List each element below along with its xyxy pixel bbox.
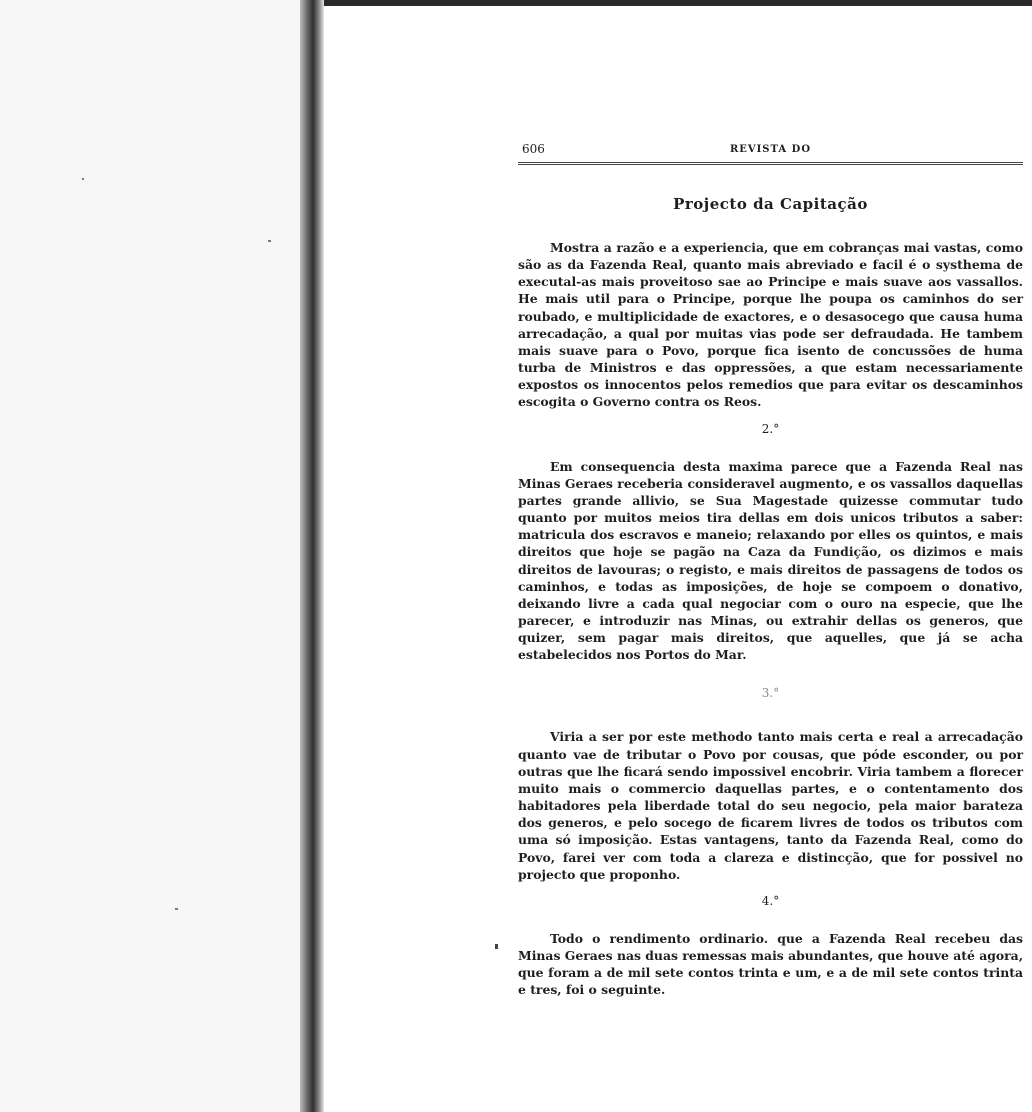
- section-number-3: 3.°: [761, 686, 780, 701]
- page-header: [518, 140, 1023, 165]
- page-speck: [175, 908, 178, 910]
- paragraph-2: Em consequencia desta maxima parece que a Fazenda Real nas Minas Geraes receberia consideravel augmento, e os vassallos daquellas partes grande allivio, se Sua Magestade quizesse commutar tudo quanto por muitos meios tira dellas em dois unicos tributos a saber: matricula dos escravos e maneio; relaxando por elles os quintos, e mais direitos que hoje se pagão na Caza da Fundição, os dizimos e mais direitos de lavouras; o registo, e mais direitos de passagens de todos os caminhos, e todas as imposições, de hoje se compoem o donativo, deixando livre a cada qual negociar com o ouro na especie, que lhe parecer, e introduzir nas Minas, ou extrahir dellas os generos, que quizer, sem pagar mais direitos, que aquelles, que já se acha estabelecidos nos Portos do Mar.: [518, 458, 1023, 663]
- running-head: REVISTA DO: [729, 144, 812, 155]
- section-number-2: 2.°: [761, 421, 780, 436]
- paragraph-4: Todo o rendimento ordinario. que a Fazenda Real recebeu das Minas Geraes nas duas remessas mais abundantes, que houve até agora, que foram a de mil sete contos trinta e um, e a de mil sete contos trinta e tres, foi o seguinte.: [518, 930, 1024, 998]
- facing-page: [0, 0, 305, 1112]
- top-edge-shadow: [324, 0, 1032, 6]
- paragraph-3: Viria a ser por este methodo tanto mais certa e real a arrecadação quanto vae de tributar o Povo por cousas, que póde esconder, ou por outras que lhe ficará sendo impossivel encobrir. Viria tambem a florecer muito mais o commercio daquellas partes, e o contentamento dos habitadores pela liberdade total do seu negocio, pela maior barateza dos generos, e pelo socego de ficarem livres de todos os tributos com uma só imposição. Estas vantagens, tanto da Fazenda Real, como do Povo, farei ver com toda a clareza e distincção, que for possivel no projecto que proponho.: [518, 729, 1023, 882]
- article-title: Projecto da Capitação: [673, 195, 868, 213]
- paragraph-1: Mostra a razão e a experiencia, que em cobranças mai vastas, como são as da Fazenda Real, quanto mais abreviado e facil é o systhema de executal-as mais proveitoso sae ao Principe e mais suave aos vassallos. He mais util para o Principe, porque lhe poupa os caminhos do ser roubado, e multiplicidade de exactores, e o desasocego que causa huma arrecadação, a qual por muitas vias pode ser defraudada. He tambem mais suave para o Povo, porque fica isento de concussões de huma turba de Ministros e das oppressões, a que estam necessariamente expostos os innocentos pelos remedios que para evitar os descaminhos escogita o Governo contra os Reos.: [518, 240, 1023, 410]
- book-page: [518, 140, 1023, 998]
- page-number: 606: [522, 142, 545, 156]
- margin-mark: [495, 944, 498, 949]
- page-speck: [82, 178, 84, 180]
- book-gutter: [300, 0, 324, 1112]
- page-speck: [268, 240, 271, 242]
- section-number-4: 4.°: [761, 893, 780, 908]
